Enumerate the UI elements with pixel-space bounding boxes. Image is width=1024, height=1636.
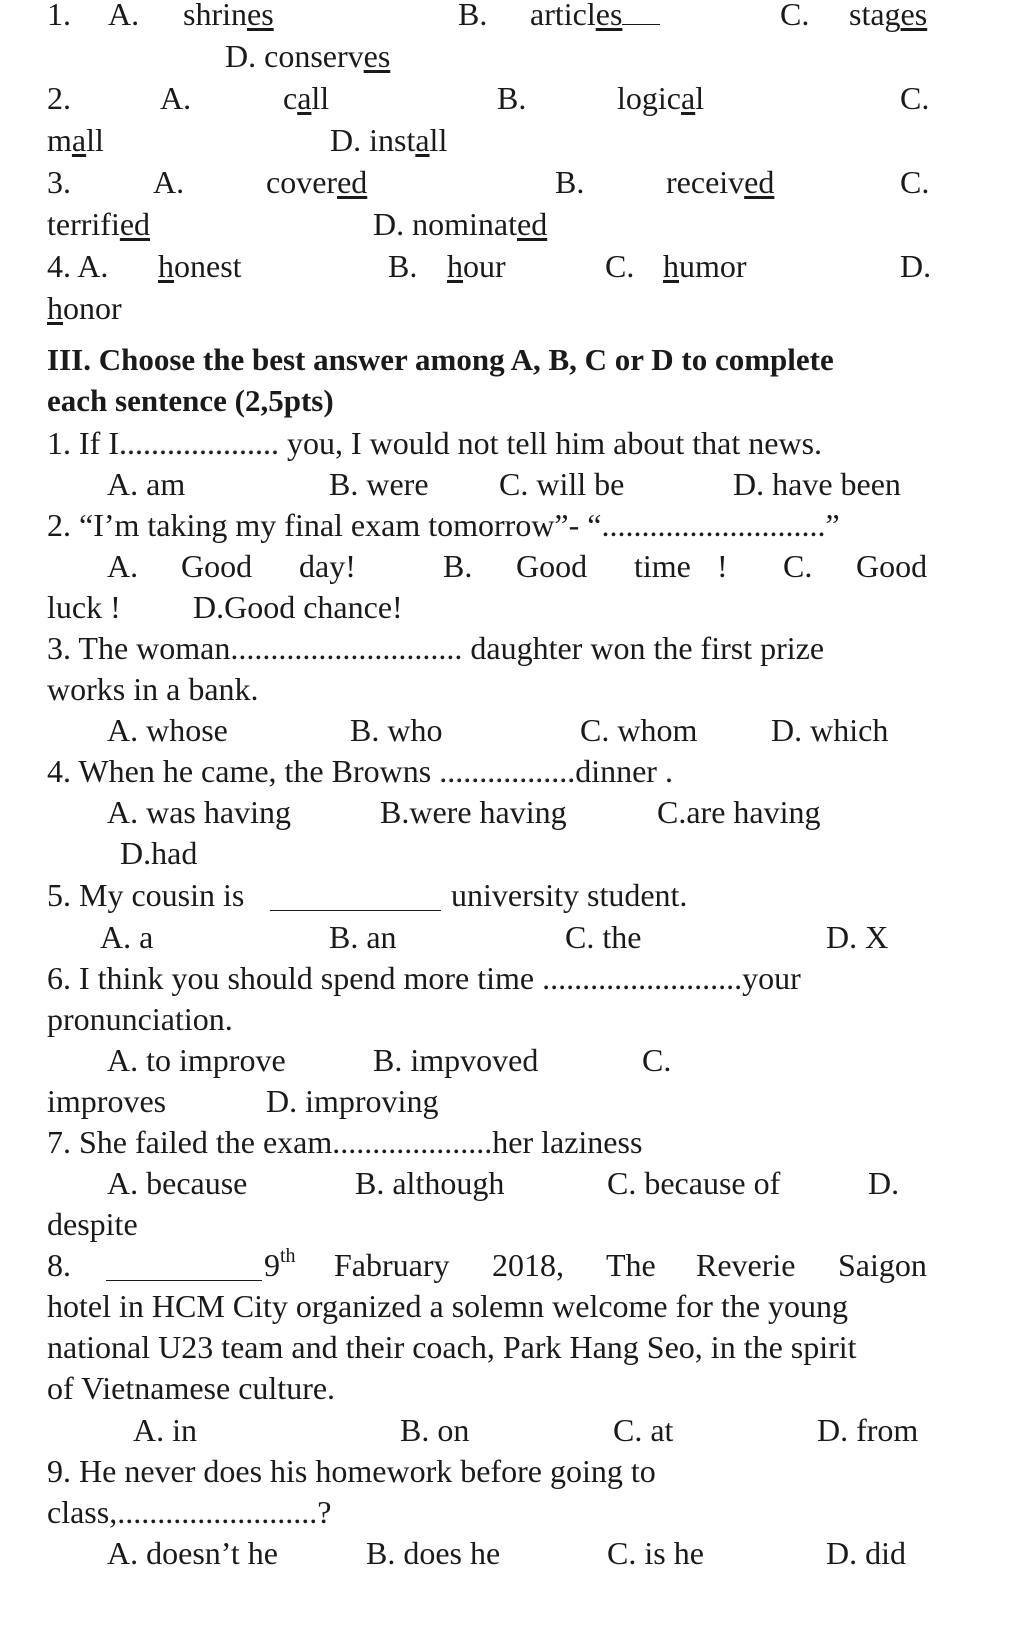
- mc-q9-option-d: D. did: [826, 1535, 906, 1571]
- mc-q7-option-c: C. because of: [607, 1165, 781, 1201]
- mc-q1-option-b: B. were: [329, 466, 429, 502]
- q1-number: 1.: [47, 0, 71, 32]
- mc-q1-option-d: D. have been: [733, 466, 901, 502]
- mc-q8-stem-line4: of Vietnamese culture.: [47, 1370, 336, 1406]
- q3-option-a-label: A.: [153, 164, 185, 200]
- q4-option-b-word: hour: [447, 248, 506, 284]
- q4-option-c-label: C.: [605, 248, 635, 284]
- mc-q4-option-c: C.are having: [657, 794, 821, 830]
- mc-q1-option-a: A. am: [107, 466, 186, 502]
- mc-q3-option-c: C. whom: [580, 712, 698, 748]
- q3-option-c-word: terrified: [47, 206, 151, 242]
- mc-q6-option-d: D. improving: [266, 1083, 439, 1119]
- mc-q8-option-a: A. in: [133, 1412, 197, 1448]
- mc-q3-stem-line2: works in a bank.: [47, 671, 259, 707]
- q3-option-b-label: B.: [555, 164, 585, 200]
- mc-q4-stem: 4. When he came, the Browns .................dinner .: [47, 753, 673, 789]
- q3-option-b-word: received: [666, 164, 775, 200]
- mc-q8-option-b: B. on: [400, 1412, 470, 1448]
- q3-option-d: D. nominated: [373, 206, 548, 242]
- mc-q6-option-b: B. impvoved: [373, 1042, 539, 1078]
- mc-q6-option-c-label: C.: [642, 1042, 672, 1078]
- mc-q3-option-b: B. who: [350, 712, 443, 748]
- mc-q8-stem-line3: national U23 team and their coach, Park Hang Seo, in the spirit: [47, 1329, 857, 1365]
- q4-option-a-word: honest: [158, 248, 242, 284]
- mc-q9-stem: 9. He never does his homework before going to: [47, 1453, 656, 1489]
- mc-q8-word-the: The: [606, 1247, 656, 1283]
- mc-q8-word-year: 2018,: [492, 1247, 564, 1283]
- mc-q2-option-a-label: A.: [107, 548, 139, 584]
- mc-q3-stem: 3. The woman............................. daughter won the first prize: [47, 630, 825, 666]
- q1-option-b-word: articles: [530, 0, 660, 34]
- mc-q8-date-day: 9th: [264, 1245, 296, 1283]
- section-heading-line2: each sentence (2,5pts): [47, 383, 334, 418]
- mc-q9-option-c: C. is he: [607, 1535, 704, 1571]
- mc-q5-option-b: B. an: [329, 919, 397, 955]
- q3-number: 3.: [47, 164, 71, 200]
- mc-q5-answer-blank: [270, 886, 441, 911]
- mc-q9-stem-line2: class,.........................?: [47, 1494, 332, 1530]
- q1-option-b-label: B.: [458, 0, 488, 32]
- mc-q5-stem-start: 5. My cousin is: [47, 877, 245, 913]
- mc-q3-option-d: D. which: [771, 712, 889, 748]
- q3-option-c-label: C.: [900, 164, 930, 200]
- mc-q7-option-d-word: despite: [47, 1206, 138, 1242]
- mc-q5-option-c: C. the: [565, 919, 642, 955]
- q1-option-c-label: C.: [780, 0, 810, 32]
- mc-q2-option-d: D.Good chance!: [193, 589, 403, 625]
- section-heading-line1: III. Choose the best answer among A, B, C or D to complete: [47, 342, 834, 377]
- mc-q5-stem-end: university student.: [451, 877, 688, 913]
- mc-q8-answer-blank: [106, 1256, 262, 1281]
- mc-q1-stem: 1. If I.................... you, I would not tell him about that news.: [47, 425, 823, 461]
- q2-option-d: D. install: [330, 122, 448, 158]
- mc-q6-stem: 6. I think you should spend more time .........................your: [47, 960, 801, 996]
- mc-q2-option-b-label: B.: [443, 548, 473, 584]
- mc-q2-option-a-word2: day!: [299, 548, 356, 584]
- q4-number-a-label: 4. A.: [47, 248, 109, 284]
- q2-option-a-label: A.: [160, 80, 192, 116]
- q2-option-b-label: B.: [497, 80, 527, 116]
- q2-option-c-label: C.: [900, 80, 930, 116]
- mc-q6-option-c-word: improves: [47, 1083, 167, 1119]
- mc-q8-word-saigon: Saigon: [838, 1247, 927, 1283]
- mc-q6-option-a: A. to improve: [107, 1042, 286, 1078]
- q3-option-a-word: covered: [266, 164, 368, 200]
- q4-option-d-label: D.: [900, 248, 932, 284]
- mc-q1-option-c: C. will be: [499, 466, 625, 502]
- mc-q2-option-c-word1: Good: [856, 548, 928, 584]
- q4-option-c-word: humor: [663, 248, 747, 284]
- mc-q9-option-b: B. does he: [366, 1535, 501, 1571]
- q1-option-c-word: stages: [849, 0, 928, 32]
- mc-q7-stem: 7. She failed the exam....................her laziness: [47, 1124, 643, 1160]
- mc-q7-option-a: A. because: [107, 1165, 248, 1201]
- q4-option-d-word: honor: [47, 290, 122, 326]
- mc-q6-stem-line2: pronunciation.: [47, 1001, 233, 1037]
- q2-option-a-word: call: [283, 80, 330, 116]
- mc-q8-option-d: D. from: [817, 1412, 919, 1448]
- q2-option-c-word: mall: [47, 122, 104, 158]
- mc-q5-option-a: A. a: [100, 919, 154, 955]
- mc-q7-option-b: B. although: [355, 1165, 505, 1201]
- mc-q2-option-a-word1: Good: [181, 548, 253, 584]
- mc-q2-option-c-label: C.: [783, 548, 813, 584]
- mc-q8-word-month: Fabruary: [334, 1247, 450, 1283]
- mc-q2-option-c-word2: luck !: [47, 589, 121, 625]
- mc-q8-stem-line2: hotel in HCM City organized a solemn welcome for the young: [47, 1288, 849, 1324]
- mc-q4-option-d: D.had: [120, 835, 198, 871]
- q1-option-a-word: shrines: [183, 0, 274, 32]
- mc-q8-word-reverie: Reverie: [696, 1247, 796, 1283]
- mc-q8-number: 8.: [47, 1247, 71, 1283]
- q4-option-b-label: B.: [388, 248, 418, 284]
- q2-number: 2.: [47, 80, 71, 116]
- mc-q7-option-d-label: D.: [868, 1165, 900, 1201]
- q2-option-b-word: logical: [617, 80, 705, 116]
- mc-q2-option-b-word3: !: [717, 548, 728, 584]
- mc-q9-option-a: A. doesn’t he: [107, 1535, 278, 1571]
- mc-q4-option-a: A. was having: [107, 794, 291, 830]
- mc-q2-option-b-word1: Good: [516, 548, 588, 584]
- mc-q4-option-b: B.were having: [380, 794, 567, 830]
- mc-q8-option-c: C. at: [613, 1412, 674, 1448]
- q1-option-d: D. conserves: [225, 38, 391, 74]
- mc-q2-stem: 2. “I’m taking my final exam tomorrow”- “............................”: [47, 507, 840, 543]
- mc-q5-option-d: D. X: [826, 919, 889, 955]
- mc-q2-option-b-word2: time: [634, 548, 691, 584]
- mc-q3-option-a: A. whose: [107, 712, 228, 748]
- q1-option-a-label: A.: [108, 0, 140, 32]
